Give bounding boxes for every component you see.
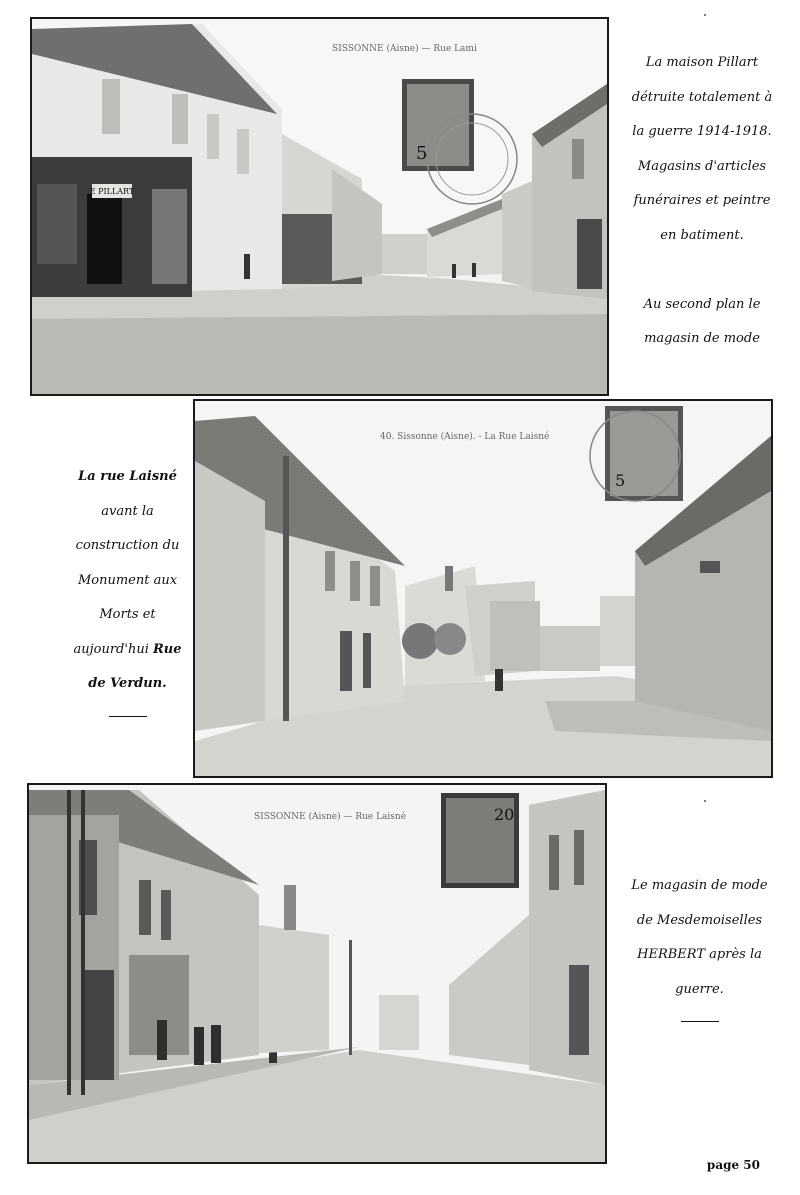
caption-line: magasin de mode xyxy=(644,331,760,346)
postcard-title: SISSONNE (Aisne) — Rue Lami xyxy=(332,44,477,54)
page-number: page 50 xyxy=(706,1158,760,1172)
postcard-image xyxy=(32,19,607,394)
caption-line: Morts et xyxy=(99,607,156,622)
shop-sign-text: E PILLART xyxy=(89,187,135,196)
postcard-image xyxy=(29,785,605,1162)
caption-line: de Mesdemoiselles xyxy=(636,912,763,928)
caption-line: funéraires et peintre xyxy=(633,193,771,208)
caption-maison-pillart xyxy=(617,46,787,357)
postcard-title: 40. Sissonne (Aisne). - La Rue Laisné xyxy=(380,432,550,442)
postcard-image xyxy=(195,401,771,776)
caption-line: Le magasin de mode xyxy=(631,878,768,893)
caption-line: HERBERT après la xyxy=(637,947,762,962)
caption-line: Monument aux xyxy=(77,572,178,588)
caption-rue-laisne xyxy=(50,460,205,717)
postcard-photo-rue-laisne-apres-guerre xyxy=(27,783,607,1164)
caption-magasin-herbert xyxy=(617,869,782,1022)
caption-line: La maison Pillart xyxy=(645,55,759,70)
stamp-value: 5 xyxy=(615,471,626,490)
caption-line: construction du xyxy=(75,538,180,553)
speck xyxy=(704,14,706,16)
speck xyxy=(704,800,706,802)
stamp-value: 5 xyxy=(416,143,428,164)
caption-line-bold: La rue Laisné xyxy=(78,469,177,484)
postcard-photo-rue-lami xyxy=(30,17,609,396)
stamp-value: 20 xyxy=(494,805,515,824)
postcard-photo-rue-laisne xyxy=(193,399,773,778)
caption-line: aujourd'hui xyxy=(73,641,153,657)
postcard-title: SISSONNE (Aisne) — Rue Laisné xyxy=(254,812,407,822)
caption-line-bold: Rue xyxy=(152,641,182,657)
caption-line: avant la xyxy=(101,503,154,519)
caption-line: guerre. xyxy=(675,981,724,997)
caption-line: Au second plan le xyxy=(643,296,761,312)
caption-line-bold: de Verdun. xyxy=(88,676,167,691)
divider xyxy=(681,1021,719,1022)
caption-line: détruite totalement à xyxy=(631,89,773,105)
caption-line: en batiment. xyxy=(660,227,744,243)
caption-line: la guerre 1914-1918. xyxy=(632,124,772,139)
caption-line: Magasins d'articles xyxy=(637,158,767,174)
divider xyxy=(109,716,147,717)
